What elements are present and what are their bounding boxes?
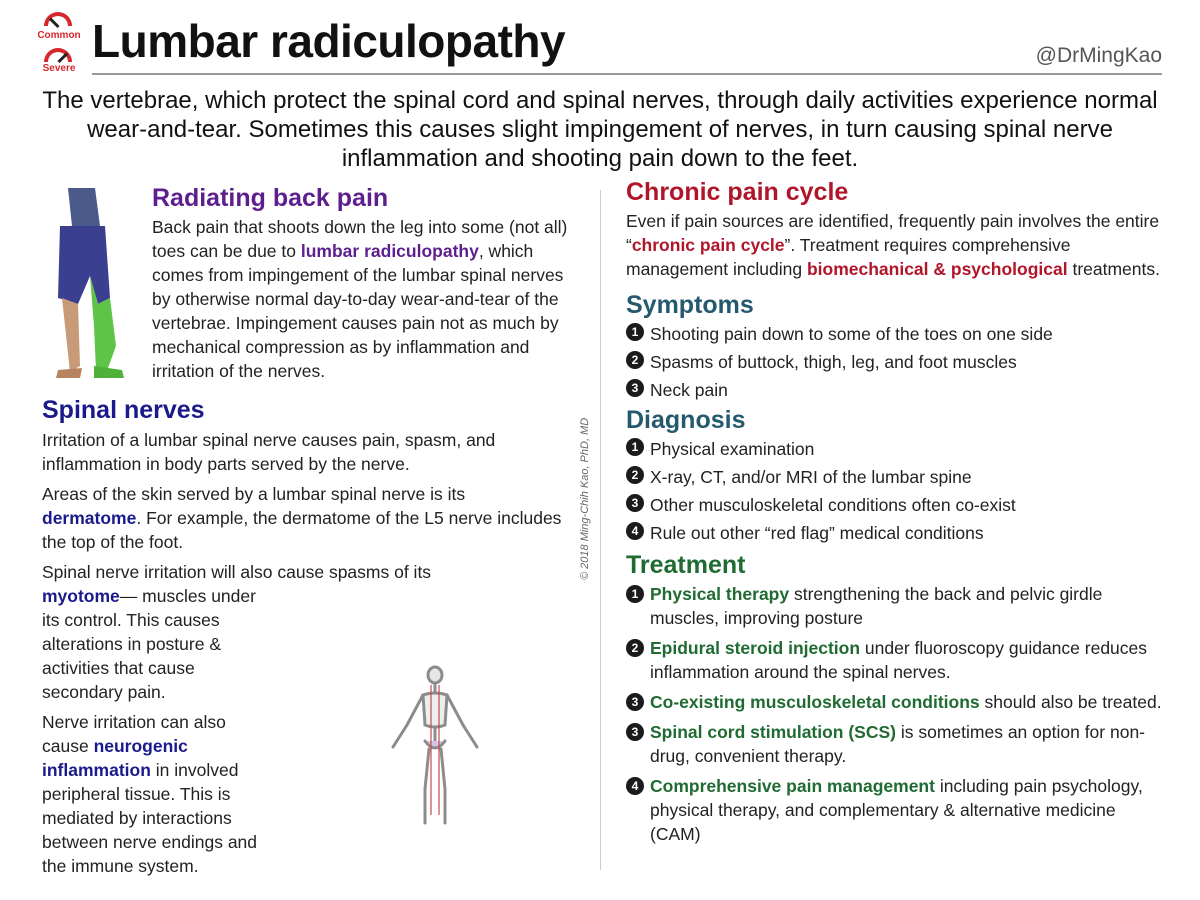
copyright-notice: © 2018 Ming-Chih Kao, PhD, MD [579, 417, 591, 580]
author-handle: @DrMingKao [1035, 44, 1162, 67]
diagnosis-heading: Diagnosis [626, 406, 746, 434]
logo-label-severe: Severe [42, 63, 76, 74]
diagnosis-list [626, 435, 1166, 547]
list-item: 3 Co-existing musculoskeletal conditions should also be treated. [626, 690, 1166, 714]
keyword-dermatome: dermatome [42, 508, 137, 528]
treatment-list [626, 582, 1166, 846]
number-badge-icon: 3 [626, 693, 644, 711]
list-item: 2 X-ray, CT, and/or MRI of the lumbar spine [626, 463, 1166, 491]
number-badge-icon: 4 [626, 777, 644, 795]
number-badge-icon: 2 [626, 351, 644, 369]
number-badge-icon: 4 [626, 522, 644, 540]
list-item: 1 Shooting pain down to some of the toes on one side [626, 320, 1166, 348]
keyword-myotome: myotome [42, 586, 120, 606]
list-item: 1 Physical examination [626, 435, 1166, 463]
symptoms-heading: Symptoms [626, 291, 754, 319]
spinal-p1: Irritation of a lumbar spinal nerve causes pain, spasm, and inflammation in body parts served by the nerve. [42, 430, 496, 474]
number-badge-icon: 2 [626, 466, 644, 484]
number-badge-icon: 1 [626, 585, 644, 603]
right-column [626, 178, 1166, 846]
logo-label-common: Common [37, 30, 81, 41]
pain-gauge-logo [34, 12, 84, 74]
list-item: 3 Neck pain [626, 376, 1166, 404]
column-divider [600, 190, 601, 870]
spinal-p2: Areas of the skin served by a lumbar spinal nerve is its dermatome. For example, the dermatome of the L5 nerve includes the top of the foot. [42, 484, 562, 552]
list-item: 4 Rule out other “red flag” medical conditions [626, 519, 1166, 547]
spinal-nerves-heading: Spinal nerves [42, 396, 205, 424]
number-badge-icon: 1 [626, 323, 644, 341]
symptoms-list [626, 320, 1166, 404]
number-badge-icon: 3 [626, 379, 644, 397]
number-badge-icon: 3 [626, 494, 644, 512]
spinal-p4: Nerve irritation can also cause neurogenic inflammation in involved peripheral tissue. This is mediated by interactions between nerve endings and the immune system. [42, 712, 258, 876]
list-item: 3 Other musculoskeletal conditions often co-exist [626, 491, 1166, 519]
chronic-heading: Chronic pain cycle [626, 178, 849, 206]
spinal-p3: Spinal nerve irritation will also cause spasms of its myotome— muscles under its control. This causes alterations in posture & activities that cause secondary pain. [42, 562, 432, 702]
spinal-nerves-section [42, 396, 567, 878]
radiating-section [152, 184, 572, 383]
number-badge-icon: 3 [626, 723, 644, 741]
keyword-lumbar-radiculopathy: lumbar radiculopathy [300, 241, 479, 261]
intro-text: The vertebrae, which protect the spinal cord and spinal nerves, through daily activities experience normal wear-and-tear. Sometimes this causes slight impingement of nerves, in turn causing spinal nerve inflammation and shooting pain down to the feet. [42, 87, 1158, 172]
header-divider [92, 73, 1162, 75]
list-item: 2 Spasms of buttock, thigh, leg, and foot muscles [626, 348, 1166, 376]
list-item: 1 Physical therapy strengthening the back and pelvic girdle muscles, improving posture [626, 582, 1166, 630]
list-item: 3 Spinal cord stimulation (SCS) is sometimes an option for non-drug, convenient therapy. [626, 720, 1166, 768]
radiating-text: Back pain that shoots down the leg into some (not all) toes can be due to lumbar radiculopathy, which comes from impingement of the lumbar spinal nerves by otherwise normal day-to-day wear-and-tear of the vertebrae. Impingement causes pain not as much by mechanical compression as by inflammation and irritation of the nerves. [152, 217, 568, 381]
radiating-heading: Radiating back pain [152, 184, 389, 212]
list-item: 2 Epidural steroid injection under fluoroscopy guidance reduces inflammation around the spinal nerves. [626, 636, 1166, 684]
keyword-neurogenic-inflammation: neurogenic inflammation [42, 736, 188, 780]
treatment-heading: Treatment [626, 551, 746, 579]
keyword-chronic-pain-cycle: chronic pain cycle [631, 235, 785, 255]
list-item: 4 Comprehensive pain management including pain psychology, physical therapy, and complementary & alternative medicine (CAM) [626, 774, 1166, 846]
page-title: Lumbar radiculopathy [92, 15, 566, 67]
leg-dermatome-illustration [50, 186, 130, 386]
skeleton-illustration [385, 665, 485, 830]
keyword-biomechanical-psychological: biomechanical & psychological [806, 259, 1068, 279]
number-badge-icon: 1 [626, 438, 644, 456]
number-badge-icon: 2 [626, 639, 644, 657]
chronic-text: Even if pain sources are identified, frequently pain involves the entire “chronic pain cycle”. Treatment requires comprehensive management including biomechanical & psychological treatments. [626, 211, 1160, 279]
